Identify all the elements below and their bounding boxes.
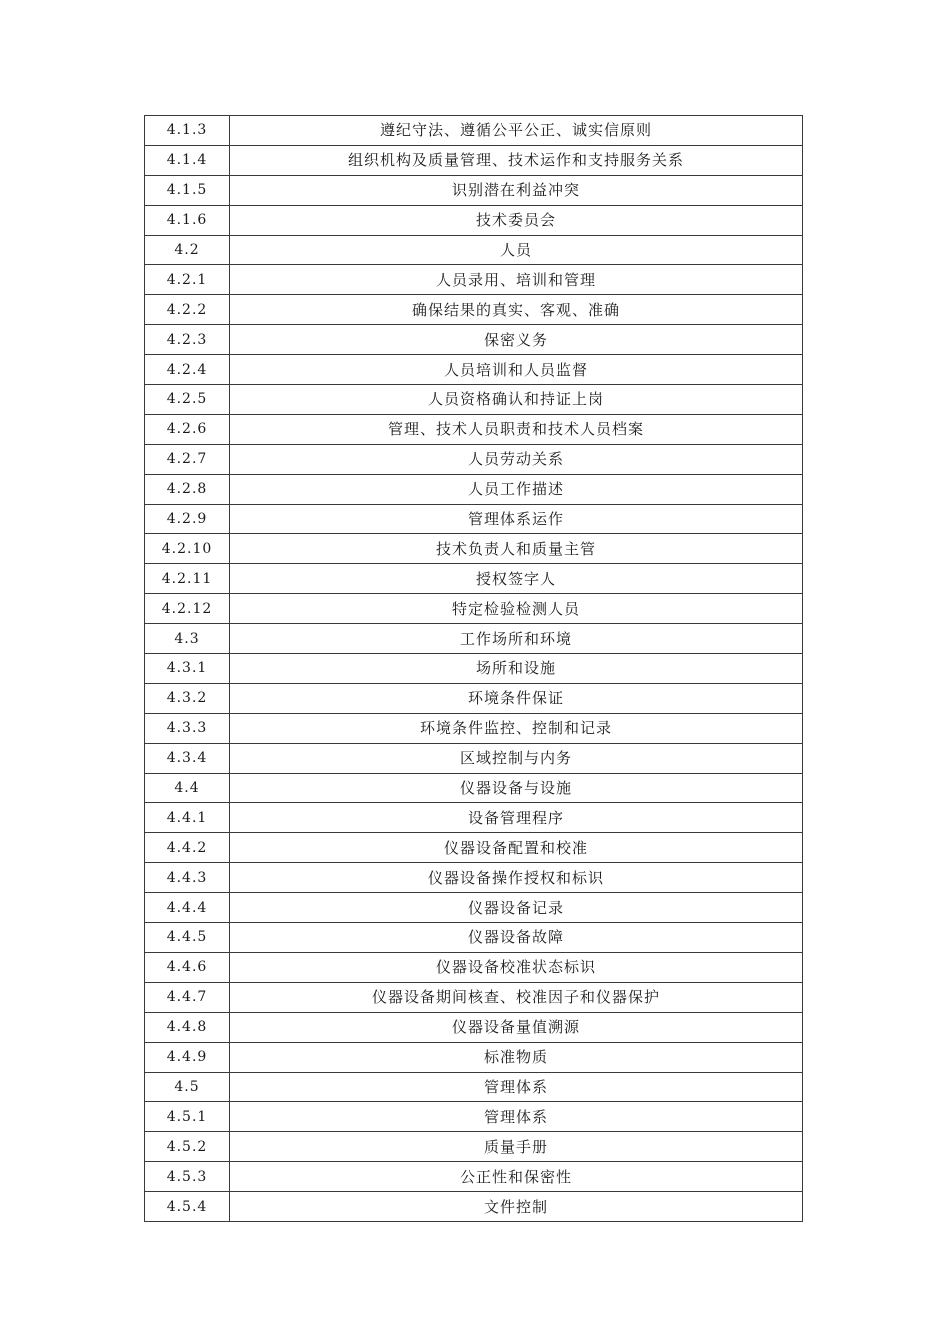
- section-number-cell: 4.3.3: [145, 713, 230, 743]
- table-row: [145, 265, 803, 295]
- table-row: [145, 474, 803, 504]
- section-number-cell: 4.5.1: [145, 1102, 230, 1132]
- table-row: [145, 504, 803, 534]
- section-number-cell: 4.4.4: [145, 893, 230, 923]
- section-number-cell: 4.2.5: [145, 385, 230, 415]
- section-title-cell: 文件控制: [230, 1192, 803, 1222]
- section-title-cell: 人员工作描述: [230, 474, 803, 504]
- section-title-cell: 仪器设备记录: [230, 893, 803, 923]
- section-title-cell: 公正性和保密性: [230, 1162, 803, 1192]
- section-number-cell: 4.3.4: [145, 743, 230, 773]
- section-title-cell: 区域控制与内务: [230, 743, 803, 773]
- section-title-cell: 管理体系运作: [230, 504, 803, 534]
- section-number-cell: 4.4.6: [145, 952, 230, 982]
- table-row: [145, 773, 803, 803]
- section-title-cell: 确保结果的真实、客观、准确: [230, 295, 803, 325]
- table-row: [145, 893, 803, 923]
- section-title-cell: 设备管理程序: [230, 803, 803, 833]
- table-row: [145, 743, 803, 773]
- section-number-cell: 4.2.2: [145, 295, 230, 325]
- table-row: [145, 116, 803, 146]
- section-title-cell: 仪器设备量值溯源: [230, 1012, 803, 1042]
- section-title-cell: 人员资格确认和持证上岗: [230, 385, 803, 415]
- table-row: [145, 235, 803, 265]
- section-title-cell: 人员录用、培训和管理: [230, 265, 803, 295]
- table-row: [145, 1042, 803, 1072]
- table-row: [145, 1162, 803, 1192]
- table-row: [145, 803, 803, 833]
- table-row: [145, 1192, 803, 1222]
- section-title-cell: 管理体系: [230, 1102, 803, 1132]
- table-row: [145, 1102, 803, 1132]
- section-number-cell: 4.3: [145, 624, 230, 654]
- table-row: [145, 444, 803, 474]
- section-number-cell: 4.2.8: [145, 474, 230, 504]
- section-title-cell: 环境条件保证: [230, 683, 803, 713]
- table-row: [145, 654, 803, 684]
- section-number-cell: 4.1.4: [145, 145, 230, 175]
- section-number-cell: 4.2.7: [145, 444, 230, 474]
- section-number-cell: 4.4.8: [145, 1012, 230, 1042]
- table-row: [145, 325, 803, 355]
- section-number-cell: 4.3.1: [145, 654, 230, 684]
- section-number-cell: 4.4.1: [145, 803, 230, 833]
- section-title-cell: 授权签字人: [230, 564, 803, 594]
- section-title-cell: 特定检验检测人员: [230, 594, 803, 624]
- section-title-cell: 仪器设备故障: [230, 923, 803, 953]
- table-row: [145, 564, 803, 594]
- section-number-cell: 4.2.6: [145, 414, 230, 444]
- section-number-cell: 4.1.3: [145, 116, 230, 146]
- table-row: [145, 355, 803, 385]
- table-row: [145, 833, 803, 863]
- section-title-cell: 工作场所和环境: [230, 624, 803, 654]
- table-row: [145, 594, 803, 624]
- table-row: [145, 863, 803, 893]
- section-number-cell: 4.2.4: [145, 355, 230, 385]
- section-title-cell: 仪器设备操作授权和标识: [230, 863, 803, 893]
- table-row: [145, 1012, 803, 1042]
- section-title-cell: 人员: [230, 235, 803, 265]
- section-title-cell: 仪器设备期间核查、校准因子和仪器保护: [230, 982, 803, 1012]
- section-number-cell: 4.2.10: [145, 534, 230, 564]
- section-title-cell: 组织机构及质量管理、技术运作和支持服务关系: [230, 145, 803, 175]
- table-row: [145, 175, 803, 205]
- table-row: [145, 1072, 803, 1102]
- section-title-cell: 技术负责人和质量主管: [230, 534, 803, 564]
- table-row: [145, 923, 803, 953]
- section-title-cell: 仪器设备配置和校准: [230, 833, 803, 863]
- section-number-cell: 4.2: [145, 235, 230, 265]
- section-title-cell: 环境条件监控、控制和记录: [230, 713, 803, 743]
- section-title-cell: 场所和设施: [230, 654, 803, 684]
- section-title-cell: 保密义务: [230, 325, 803, 355]
- section-title-cell: 遵纪守法、遵循公平公正、诚实信原则: [230, 116, 803, 146]
- section-title-cell: 管理体系: [230, 1072, 803, 1102]
- section-number-cell: 4.5: [145, 1072, 230, 1102]
- table-row: [145, 295, 803, 325]
- table-row: [145, 713, 803, 743]
- section-number-cell: 4.5.2: [145, 1132, 230, 1162]
- section-number-cell: 4.5.3: [145, 1162, 230, 1192]
- section-number-cell: 4.5.4: [145, 1192, 230, 1222]
- table-row: [145, 534, 803, 564]
- section-title-cell: 标准物质: [230, 1042, 803, 1072]
- table-row: [145, 205, 803, 235]
- section-number-cell: 4.4.3: [145, 863, 230, 893]
- section-number-cell: 4.2.1: [145, 265, 230, 295]
- section-title-cell: 人员劳动关系: [230, 444, 803, 474]
- table-row: [145, 952, 803, 982]
- section-title-cell: 技术委员会: [230, 205, 803, 235]
- section-title-cell: 仪器设备与设施: [230, 773, 803, 803]
- section-number-cell: 4.4.9: [145, 1042, 230, 1072]
- section-number-cell: 4.4.7: [145, 982, 230, 1012]
- table-row: [145, 1132, 803, 1162]
- section-title-cell: 管理、技术人员职责和技术人员档案: [230, 414, 803, 444]
- table-row: [145, 414, 803, 444]
- section-title-cell: 仪器设备校准状态标识: [230, 952, 803, 982]
- table-row: [145, 385, 803, 415]
- section-number-cell: 4.1.6: [145, 205, 230, 235]
- table-row: [145, 145, 803, 175]
- table-row: [145, 624, 803, 654]
- section-number-cell: 4.1.5: [145, 175, 230, 205]
- section-index-table: [144, 115, 803, 1222]
- section-number-cell: 4.3.2: [145, 683, 230, 713]
- section-number-cell: 4.2.9: [145, 504, 230, 534]
- section-number-cell: 4.4.2: [145, 833, 230, 863]
- section-number-cell: 4.4: [145, 773, 230, 803]
- section-number-cell: 4.4.5: [145, 923, 230, 953]
- section-title-cell: 质量手册: [230, 1132, 803, 1162]
- table-row: [145, 982, 803, 1012]
- section-number-cell: 4.2.3: [145, 325, 230, 355]
- section-number-cell: 4.2.11: [145, 564, 230, 594]
- section-index-body: [145, 116, 803, 1222]
- section-number-cell: 4.2.12: [145, 594, 230, 624]
- table-row: [145, 683, 803, 713]
- section-title-cell: 人员培训和人员监督: [230, 355, 803, 385]
- section-title-cell: 识别潜在利益冲突: [230, 175, 803, 205]
